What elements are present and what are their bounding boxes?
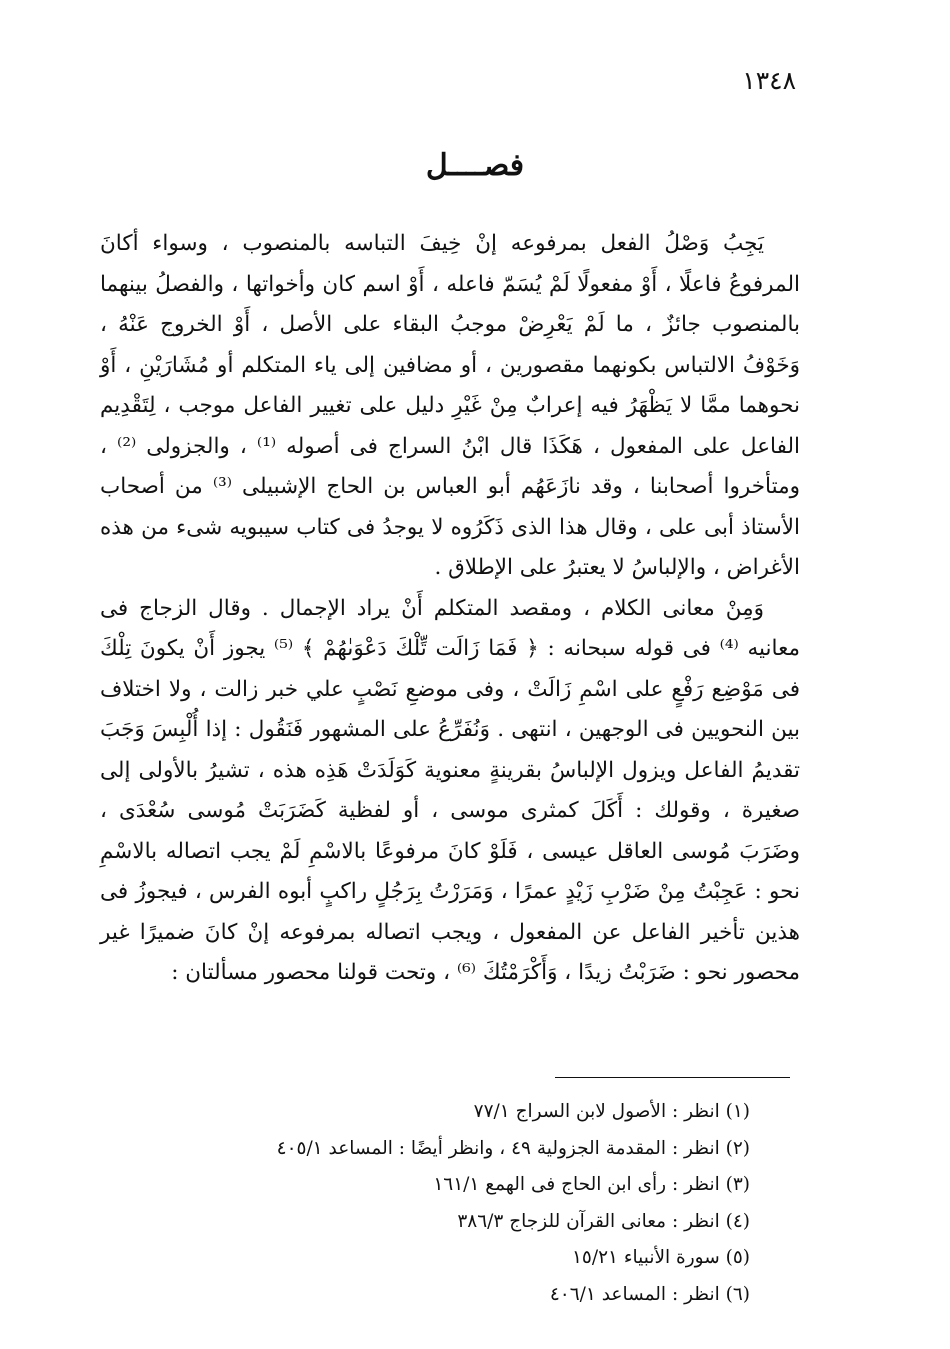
footnote-4: (٤) انظر : معانى القرآن للزجاج ٣٨٦/٣ (457, 1210, 750, 1232)
page-number: ١٣٤٨ (742, 66, 796, 95)
body-text (100, 224, 800, 994)
paragraph-2: وَمِنْ معانى الكلام ، ومقصد المتكلم أَنْ يراد الإجمال . وقال الزجاج فى معانيه ⁽⁴⁾ فى قوله سبحانه : ﴿ فَمَا زَالَت تِّلْكَ دَعْوَىٰهُمْ ﴾ ⁽⁵⁾ يجوز أَنْ يكونَ تِلْكَ فى مَوْضِع رَفْعٍ على اسْمِ زَالَتْ ، وفى موضعِ نَصْبٍ علي خبر زالت ، ولا اختلاف بين النحويين فى الوجهين ، انتهى . وَنُفَرِّعُ على المشهور فَنَقُول : إذا أُلْبِسَ وَجَبَ تقديمُ الفاعل ويزول الإلباسُ بقرينةٍ معنوية كَوَلَدَتْ هَذِه هذه ، تشيرُ بالأولى إلى صغيرة ، وقولك : أَكَلَ كمثرى موسى ، أو لفظية كَضَرَبَتْ مُوسى سُعْدَى ، وضَرَبَ مُوسى العاقل عيسى ، فَلَوْ كانَ مرفوعًا بالاسْمِ لَمْ يجب اتصاله بالاسْمِ نحو : عَجِبْتُ مِنْ ضَرْبِ زَيْدٍ عمرًا ، وَمَرَرْتُ بِرَجُلٍ راكبٍ أبوه الفرس ، فيجوزُ فى هذين تأخير الفاعل عن المفعول ، ويجب اتصاله بمرفوعه إنْ كانَ ضميرًا غير محصور نحو : ضَرَبْتُ زيدًا ، وَأَكْرَمْتُكَ ⁽⁶⁾ ، وتحت قولنا محصور مسألتان : (100, 595, 800, 985)
footnote-2: (٢) انظر : المقدمة الجزولية ٤٩ ، وانظر أيضًا : المساعد ٤٠٥/١ (276, 1137, 750, 1159)
footnote-3: (٣) انظر : رأى ابن الحاج فى الهمع ١٦١/١ (433, 1174, 750, 1195)
footnote-separator (555, 1077, 790, 1078)
footnote-6: (٦) انظر : المساعد ٤٠٦/١ (549, 1283, 750, 1305)
footnotes-list (200, 1094, 750, 1313)
section-title: فصــــل (425, 148, 525, 183)
footnote-1: (١) انظر : الأصول لابن السراج ٧٧/١ (473, 1101, 750, 1122)
footnote-5: (٥) سورة الأنبياء ١٥/٢١ (571, 1247, 750, 1268)
paragraph-1: يَجِبُ وَصْلُ الفعل بمرفوعه إنْ خِيفَ التباسه بالمنصوب ، وسواء أكانَ المرفوعُ فاعلًا ، أَوْ مفعولًا لَمْ يُسَمّ فاعله ، أَوْ اسم كان وأخواتها ، والفصلُ بينهما بالمنصوب جائزٌ ، ما لَمْ يَعْرِضْ موجبُ البقاء على الأصل ، أَوْ الخروج عَنْهُ ، وَخَوْفُ الالتباس بكونهما مقصورين ، أو مضافين إلى ياء المتكلم أو مُشَارَيْنِ ، أَوْ نحوهما ممَّا لا يَظْهَرُ فيه إعرابٌ مِنْ غَيْرِ دليل على تغيير الفاعل موجب ، لِتَقْدِيم الفاعل على المفعول ، هَكَذَا قال ابْنُ السراج فى أصوله ⁽¹⁾ ، والجزولى ⁽²⁾ ، ومتأخروا أصحابنا ، وقد نازَعَهُم أبو العباس بن الحاج الإشبيلى ⁽³⁾ من أصحاب الأستاذ أبى على ، وقال هذا الذى ذَكَرُوه لا يوجدُ فى كتاب سيبويه شىء من هذه الأغراض ، والإلباسُ لا يعتبرُ على الإطلاق . (100, 231, 800, 580)
